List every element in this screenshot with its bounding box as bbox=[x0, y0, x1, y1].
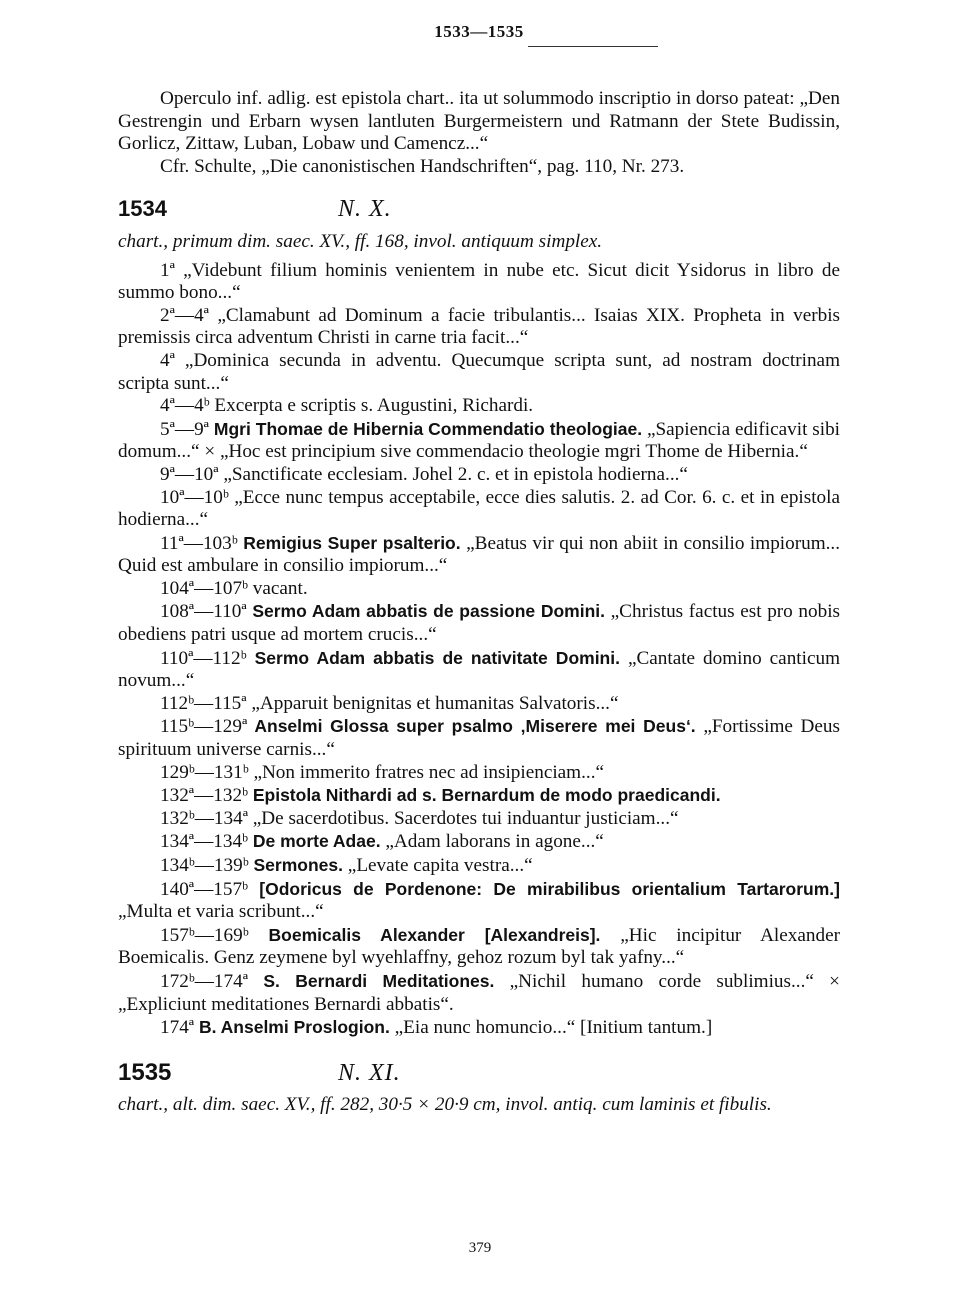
entry-description: chart., alt. dim. saec. XV., ff. 282, 30·5 × 20·9 cm, invol. antiq. cum laminis et fibulis. bbox=[118, 1094, 772, 1116]
item-text: Excerpta e scriptis s. Augustini, Richardi. bbox=[209, 395, 534, 417]
item-text: „Levate capita vestra...“ bbox=[343, 855, 533, 876]
entry-signature: N. X. bbox=[338, 196, 392, 223]
work-title: Mgri Thomae de Hibernia Commendatio theologiae. bbox=[208, 418, 643, 439]
work-title: Sermones. bbox=[248, 855, 343, 875]
item-text: „Sanctificate ecclesiam. Johel 2. c. et in epistola hodierna...“ bbox=[218, 463, 688, 485]
folio-reference: 108ª—110ª bbox=[160, 601, 247, 623]
list-item bbox=[118, 395, 840, 418]
work-title: Anselmi Glossa super psalmo ‚Miserere mei Deus‘. bbox=[247, 716, 696, 737]
item-text: „Non immerito fratres nec ad insipienciam...“ bbox=[248, 761, 605, 783]
folio-reference: 4ª bbox=[160, 349, 175, 371]
folio-reference: 104ª—107ᵇ bbox=[160, 577, 248, 599]
folio-reference: 2ª—4ª bbox=[160, 304, 209, 326]
main-text bbox=[118, 88, 840, 1123]
list-item bbox=[118, 854, 840, 878]
list-item bbox=[118, 600, 840, 646]
work-title: B. Anselmi Proslogion. bbox=[194, 1017, 390, 1038]
list-item bbox=[118, 808, 840, 831]
list-item bbox=[118, 924, 840, 970]
page-number: 379 bbox=[468, 1240, 492, 1256]
item-text: „Adam laborans in agone...“ bbox=[380, 831, 604, 853]
folio-reference: 115ᵇ—129ª bbox=[160, 716, 248, 738]
list-item bbox=[118, 305, 840, 350]
item-text: vacant. bbox=[247, 577, 308, 599]
item-text: „Fortissime Deus spirituum universe carnis...“ bbox=[118, 716, 840, 761]
item-text: „Nichil humano corde sublimius...“ × „Expliciunt meditationes Bernardi abbatis“. bbox=[118, 970, 841, 1015]
folio-reference: 110ª—112ᵇ bbox=[160, 647, 247, 669]
item-text: „Eia nunc homuncio...“ [Initium tantum.] bbox=[389, 1017, 713, 1039]
header-rule bbox=[528, 46, 658, 47]
item-text: „Cantate domino canticum novum...“ bbox=[118, 647, 840, 692]
folio-reference: 129ᵇ—131ᵇ bbox=[160, 761, 249, 783]
folio-reference: 174ª bbox=[160, 1017, 195, 1039]
intro-reference: Cfr. Schulte, „Die canonistischen Handschriften“, pag. 110, Nr. 273. bbox=[160, 155, 685, 177]
list-item bbox=[118, 350, 840, 395]
work-title: Sermo Adam abbatis de nativitate Domini. bbox=[246, 647, 620, 668]
list-item bbox=[118, 878, 840, 924]
list-item bbox=[118, 762, 840, 785]
list-item bbox=[118, 532, 840, 578]
item-text: „Apparuit benignitas et humanitas Salvatoris...“ bbox=[246, 692, 619, 714]
item-text: „Dominica secunda in adventu. Quecumque scripta sunt, ad nostram doctrinam scripta sunt...“ bbox=[118, 349, 840, 394]
item-text: „Beatus vir qui non abiit in consilio impiorum... Quid est ambulare in consilio impiorum...“ bbox=[118, 532, 841, 577]
entry-number: 1534 bbox=[118, 196, 167, 222]
item-text: „Hic incipitur Alexander Boemicalis. Genz zeymene byl wyehlaffny, gehoz rozum byl tak yafny...“ bbox=[118, 924, 840, 969]
list-item bbox=[118, 970, 840, 1016]
entry-number: 1535 bbox=[118, 1058, 172, 1086]
folio-reference: 134ª—134ᵇ bbox=[160, 831, 248, 853]
list-item bbox=[118, 260, 840, 305]
list-item bbox=[118, 715, 840, 761]
folio-reference: 134ᵇ—139ᵇ bbox=[160, 855, 249, 876]
list-item bbox=[118, 464, 840, 487]
item-text: „Christus factus est pro nobis obediens patri usque ad mortem crucis...“ bbox=[118, 601, 840, 646]
entry-heading-1535 bbox=[118, 1058, 840, 1086]
folio-reference: 140ª—157ᵇ bbox=[160, 878, 248, 900]
list-item bbox=[118, 487, 840, 532]
list-item bbox=[118, 647, 840, 693]
list-item bbox=[118, 784, 840, 808]
work-title: Boemicalis Alexander [Alexandreis]. bbox=[248, 924, 601, 945]
folio-reference: 172ᵇ—174ª bbox=[160, 970, 248, 992]
list-item bbox=[118, 418, 840, 464]
folio-reference: 4ª—4ᵇ bbox=[160, 395, 210, 417]
intro-paragraph: Operculo inf. adlig. est epistola chart.. ita ut solummodo inscriptio in dorso pateat: „Den Gestrengin und Erbarn wysen lantluten Burgermeistern und Ratmann der Stete Budissin, Gorlicz, Zittaw, Luban, Lobaw und Camencz...“ bbox=[118, 88, 840, 155]
item-text: „De sacerdotibus. Sacerdotes tui induantur justiciam...“ bbox=[247, 807, 679, 829]
folio-reference: 132ª—132ᵇ bbox=[160, 785, 248, 807]
work-title: Epistola Nithardi ad s. Bernardum de modo praedicandi. bbox=[247, 785, 721, 806]
entry-description: chart., primum dim. saec. XV., ff. 168, invol. antiquum simplex. bbox=[118, 230, 603, 252]
item-text: „Multa et varia scribunt...“ bbox=[118, 901, 324, 923]
folio-reference: 132ᵇ—134ª bbox=[160, 807, 248, 829]
list-item bbox=[118, 1016, 840, 1040]
item-text: „Videbunt filium hominis venientem in nube etc. Sicut dicit Ysidorus in libro de summo bono...“ bbox=[118, 259, 840, 304]
folio-reference: 157ᵇ—169ᵇ bbox=[160, 924, 249, 946]
list-item bbox=[118, 830, 840, 854]
item-text: „Ecce nunc tempus acceptabile, ecce dies salutis. 2. ad Cor. 6. c. et in epistola hodierna...“ bbox=[118, 486, 840, 531]
folio-reference: 9ª—10ª bbox=[160, 463, 219, 485]
folio-reference: 112ᵇ—115ª bbox=[160, 692, 247, 714]
work-title: Sermo Adam abbatis de passione Domini. bbox=[246, 601, 606, 622]
item-text: „Clamabunt ad Dominum a facie tribulantis... Isaias XIX. Propheta in verbis premissis circa adventum Christi in carne tria facit...“ bbox=[118, 304, 840, 349]
work-title: [Odoricus de Pordenone: De mirabilibus orientalium Tartarorum.] bbox=[247, 878, 840, 899]
work-title: De morte Adae. bbox=[247, 831, 381, 852]
folio-reference: 11ª—103ᵇ bbox=[160, 532, 238, 554]
entry-signature: N. XI. bbox=[338, 1059, 401, 1086]
folio-reference: 1ª bbox=[160, 259, 175, 281]
item-text: „Sapiencia edificavit sibi domum...“ × „Hoc est principium sive commendacio theologie mgri Thome de Hibernia.“ bbox=[118, 418, 840, 463]
folio-reference: 5ª—9ª bbox=[160, 418, 209, 440]
list-item bbox=[118, 578, 840, 601]
list-item bbox=[118, 693, 840, 716]
folio-reference: 10ª—10ᵇ bbox=[160, 486, 229, 508]
entry-heading-1534 bbox=[118, 198, 840, 221]
entry-item-list bbox=[118, 260, 840, 1040]
work-title: S. Bernardi Meditationes. bbox=[247, 970, 495, 991]
running-header: 1533—1535 bbox=[434, 22, 524, 41]
work-title: Remigius Super psalterio. bbox=[237, 532, 461, 553]
